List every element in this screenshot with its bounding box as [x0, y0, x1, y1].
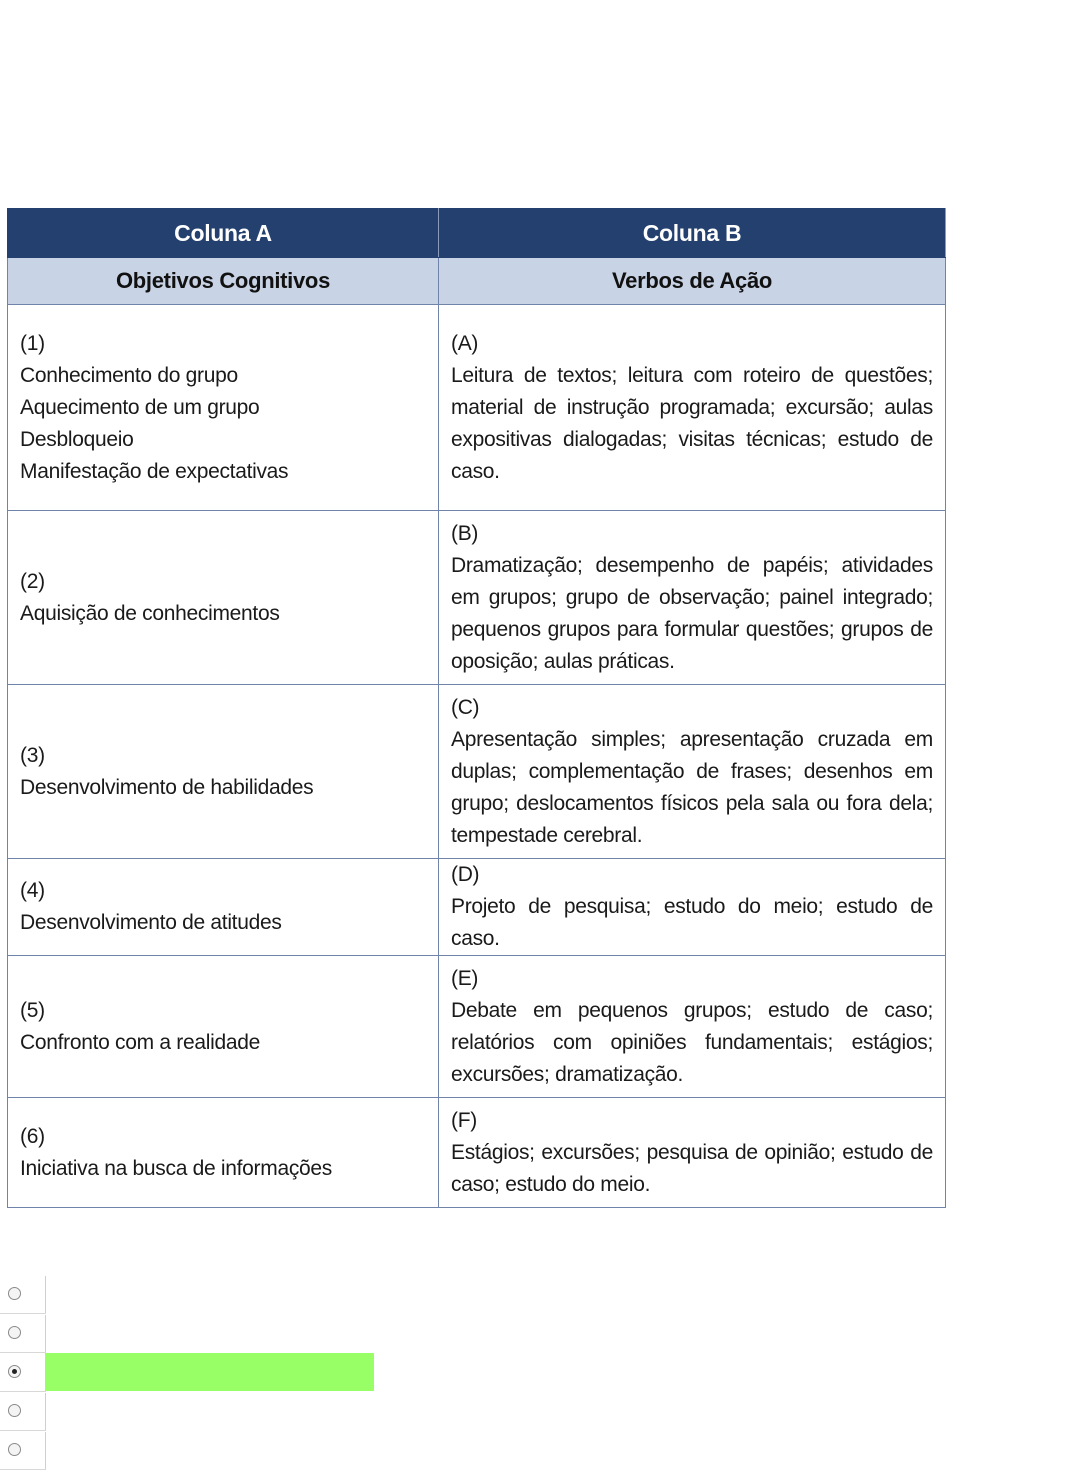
objective-text: Aquisição de conhecimentos	[20, 601, 280, 625]
answer-options	[0, 1275, 400, 1470]
answer-option[interactable]	[0, 1275, 400, 1314]
action-letter: (E)	[451, 966, 479, 990]
option-text-box[interactable]	[45, 1432, 47, 1469]
header-row	[8, 209, 946, 258]
action-letter: (D)	[451, 863, 480, 886]
option-text-box[interactable]	[45, 1393, 47, 1430]
table-row	[8, 859, 946, 956]
objective-text: Manifestação de expectativas	[20, 459, 289, 483]
objective-cell	[8, 685, 439, 859]
answer-option-selected[interactable]	[0, 1353, 400, 1392]
objective-number: (5)	[20, 998, 45, 1022]
objective-text: Desenvolvimento de atitudes	[20, 911, 282, 934]
action-text: Projeto de pesquisa; estudo do meio; estudo de caso.	[451, 895, 933, 950]
column-b-subheader: Verbos de Ação	[439, 258, 946, 305]
action-letter: (A)	[451, 331, 479, 355]
radio-button-checked[interactable]	[8, 1365, 21, 1378]
radio-button[interactable]	[8, 1326, 21, 1339]
column-b-header: Coluna B	[439, 209, 946, 258]
objective-text: Conhecimento do grupo	[20, 363, 238, 387]
objective-cell	[8, 511, 439, 685]
action-verbs-cell	[439, 859, 946, 956]
answer-option[interactable]	[0, 1392, 400, 1431]
action-letter: (F)	[451, 1108, 477, 1132]
table-row	[8, 956, 946, 1098]
action-letter: (B)	[451, 521, 479, 545]
correct-answer-highlight[interactable]	[45, 1353, 374, 1391]
action-text: Leitura de textos; leitura com roteiro de questões; material de instrução programada; excursão; aulas expositivas dialogadas; visitas técnicas; estudo de caso.	[451, 363, 933, 483]
objective-text: Desbloqueio	[20, 427, 134, 451]
objective-cell	[8, 305, 439, 511]
action-text: Debate em pequenos grupos; estudo de caso; relatórios com opiniões fundamentais; estágios; excursões; dramatização.	[451, 998, 933, 1086]
action-verbs-cell	[439, 305, 946, 511]
objective-number: (6)	[20, 1124, 45, 1148]
radio-button[interactable]	[8, 1443, 21, 1456]
action-text: Apresentação simples; apresentação cruzada em duplas; complementação de frases; desenhos em grupo; deslocamentos físicos pela sala ou fora dela; tempestade cerebral.	[451, 727, 933, 847]
objective-cell	[8, 859, 439, 956]
objective-number: (4)	[20, 879, 45, 902]
option-text-box[interactable]	[45, 1276, 47, 1313]
action-verbs-cell	[439, 685, 946, 859]
table-row	[8, 305, 946, 511]
objective-number: (1)	[20, 331, 45, 355]
objective-text: Aquecimento de um grupo	[20, 395, 260, 419]
objective-text: Iniciativa na busca de informações	[20, 1156, 332, 1180]
answer-option[interactable]	[0, 1314, 400, 1353]
radio-button[interactable]	[8, 1287, 21, 1300]
objective-number: (2)	[20, 569, 45, 593]
action-verbs-cell	[439, 956, 946, 1098]
column-a-header: Coluna A	[8, 209, 439, 258]
objective-text: Confronto com a realidade	[20, 1030, 260, 1054]
subheader-row	[8, 258, 946, 305]
table-row	[8, 685, 946, 859]
objective-number: (3)	[20, 743, 45, 767]
action-text: Dramatização; desempenho de papéis; atividades em grupos; grupo de observação; painel integrado; pequenos grupos para formular questões; grupos de oposição; aulas práticas.	[451, 553, 933, 673]
action-letter: (C)	[451, 695, 480, 719]
action-verbs-cell	[439, 1098, 946, 1208]
table-row	[8, 511, 946, 685]
action-text: Estágios; excursões; pesquisa de opinião; estudo de caso; estudo do meio.	[451, 1140, 933, 1196]
table-row	[8, 1098, 946, 1208]
objective-text: Desenvolvimento de habilidades	[20, 775, 314, 799]
radio-button[interactable]	[8, 1404, 21, 1417]
action-verbs-cell	[439, 511, 946, 685]
objective-cell	[8, 1098, 439, 1208]
option-text-box[interactable]	[45, 1315, 47, 1352]
matching-table	[7, 208, 946, 1208]
answer-option[interactable]	[0, 1431, 400, 1470]
objective-cell	[8, 956, 439, 1098]
column-a-subheader: Objetivos Cognitivos	[8, 258, 439, 305]
